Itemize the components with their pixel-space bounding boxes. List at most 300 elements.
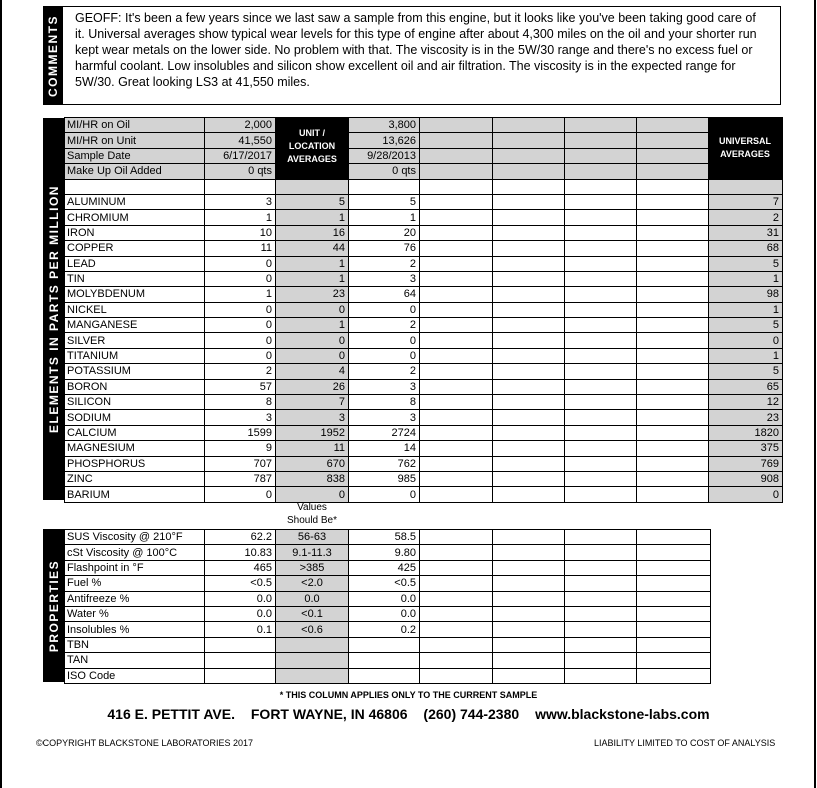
empty-cell	[420, 591, 493, 606]
current-sample-value: 0	[205, 333, 276, 348]
empty-cell	[493, 410, 565, 425]
header-row	[65, 133, 783, 148]
empty-cell	[565, 348, 637, 363]
empty-cell	[420, 241, 493, 256]
unit-average-value: 1	[276, 318, 349, 333]
elements-section-bar	[43, 118, 64, 500]
empty-cell	[65, 179, 205, 194]
prior-sample-value: 0	[349, 333, 420, 348]
unit-averages-line-3: AVERAGES	[287, 154, 337, 164]
prior-sample-value	[349, 653, 420, 668]
unit-average-value: 838	[276, 471, 349, 486]
prior-sample-value: 9/28/2013	[349, 148, 420, 163]
property-row	[65, 545, 711, 560]
universal-average-value: 98	[709, 287, 783, 302]
empty-cell	[565, 333, 637, 348]
property-name: Flashpoint in °F	[65, 560, 205, 575]
property-name: Water %	[65, 606, 205, 621]
empty-cell	[420, 133, 493, 148]
empty-cell	[637, 668, 711, 683]
empty-cell	[637, 302, 709, 317]
universal-average-value: 1820	[709, 425, 783, 440]
empty-cell	[637, 333, 709, 348]
property-row	[65, 668, 711, 683]
empty-cell	[637, 133, 709, 148]
empty-cell	[420, 545, 493, 560]
property-name: Antifreeze %	[65, 591, 205, 606]
property-name: TBN	[65, 637, 205, 652]
element-row	[65, 271, 783, 286]
empty-cell	[565, 118, 637, 133]
city: FORT WAYNE, IN 46806	[250, 706, 408, 722]
prior-sample-value: 3	[349, 410, 420, 425]
unit-average-value: 1	[276, 271, 349, 286]
empty-cell	[565, 622, 637, 637]
properties-section-bar	[43, 529, 64, 682]
empty-cell	[637, 148, 709, 163]
element-name: NICKEL	[65, 302, 205, 317]
prior-sample-value	[349, 668, 420, 683]
should-be-value: >385	[276, 560, 349, 575]
current-sample-value: 6/17/2017	[205, 148, 276, 163]
empty-cell	[420, 622, 493, 637]
prior-sample-value: 0.0	[349, 606, 420, 621]
current-sample-value	[205, 653, 276, 668]
universal-average-value: 23	[709, 410, 783, 425]
empty-cell	[637, 318, 709, 333]
empty-cell	[493, 487, 565, 502]
empty-cell	[637, 410, 709, 425]
comments-box: GEOFF: It's been a few years since we last saw a sample from this engine, but it looks like you've been taking good care of it. Universal averages show typical wear levels for this type of engine after about 4,300 miles on the oil and your shorter run kept wear metals on the lower side. No problem with that. The viscosity is in the 5W/30 range and there's no excess fuel or harmful coolant. Low insolubles and silicon show excellent oil and air filtration. The viscosity is in the expected range for 5W/30. Great looking LS3 at 41,550 miles.	[62, 6, 781, 105]
empty-cell	[709, 179, 783, 194]
property-row	[65, 637, 711, 652]
empty-cell	[493, 225, 565, 240]
current-sample-value	[205, 637, 276, 652]
element-row	[65, 348, 783, 363]
website-link[interactable]: www.blackstone-labs.com	[535, 706, 710, 722]
unit-average-value: 5	[276, 194, 349, 209]
empty-cell	[420, 287, 493, 302]
unit-averages-line-2: LOCATION	[288, 141, 336, 151]
element-row	[65, 410, 783, 425]
element-row	[65, 487, 783, 502]
property-name: Insolubles %	[65, 622, 205, 637]
unit-average-value: 3	[276, 410, 349, 425]
element-row	[65, 302, 783, 317]
element-name: BORON	[65, 379, 205, 394]
empty-cell	[637, 441, 709, 456]
empty-cell	[493, 133, 565, 148]
empty-cell	[637, 194, 709, 209]
empty-cell	[637, 576, 711, 591]
empty-cell	[637, 425, 709, 440]
empty-cell	[493, 622, 565, 637]
universal-average-value: 68	[709, 241, 783, 256]
prior-sample-value: 3	[349, 271, 420, 286]
empty-cell	[420, 637, 493, 652]
empty-cell	[637, 456, 709, 471]
unit-average-value: 4	[276, 364, 349, 379]
empty-cell	[565, 487, 637, 502]
header-row	[65, 148, 783, 163]
should-be-value: 0.0	[276, 591, 349, 606]
element-name: POTASSIUM	[65, 364, 205, 379]
element-row	[65, 425, 783, 440]
current-sample-value: 2	[205, 364, 276, 379]
unit-average-value: 1	[276, 256, 349, 271]
empty-cell	[493, 576, 565, 591]
element-row	[65, 318, 783, 333]
prior-sample-value: 2	[349, 364, 420, 379]
element-name: SODIUM	[65, 410, 205, 425]
empty-cell	[493, 379, 565, 394]
phone: (260) 744-2380	[423, 706, 520, 722]
element-row	[65, 287, 783, 302]
unit-average-value: 0	[276, 487, 349, 502]
property-row	[65, 653, 711, 668]
current-sample-value: 8	[205, 395, 276, 410]
current-sample-value: 3	[205, 194, 276, 209]
element-row	[65, 194, 783, 209]
unit-average-value: 670	[276, 456, 349, 471]
spacer-row	[65, 179, 783, 194]
universal-averages-line-2: AVERAGES	[720, 149, 770, 159]
property-row	[65, 560, 711, 575]
current-sample-value: 10.83	[205, 545, 276, 560]
prior-sample-value: 0	[349, 348, 420, 363]
universal-average-value: 12	[709, 395, 783, 410]
empty-cell	[565, 576, 637, 591]
unit-average-value: 7	[276, 395, 349, 410]
empty-cell	[493, 164, 565, 179]
empty-cell	[420, 164, 493, 179]
empty-cell	[349, 179, 420, 194]
current-sample-value: 0	[205, 256, 276, 271]
element-row	[65, 395, 783, 410]
empty-cell	[420, 225, 493, 240]
empty-cell	[493, 668, 565, 683]
street: 416 E. PETTIT AVE.	[107, 706, 235, 722]
empty-cell	[493, 256, 565, 271]
current-sample-value: 1599	[205, 425, 276, 440]
empty-cell	[493, 545, 565, 560]
empty-cell	[420, 148, 493, 163]
prior-sample-value: 0 qts	[349, 164, 420, 179]
empty-cell	[493, 118, 565, 133]
universal-average-value: 375	[709, 441, 783, 456]
empty-cell	[420, 471, 493, 486]
empty-cell	[565, 148, 637, 163]
element-name: COPPER	[65, 241, 205, 256]
empty-cell	[493, 441, 565, 456]
empty-cell	[493, 302, 565, 317]
empty-cell	[493, 606, 565, 621]
prior-sample-value: 2	[349, 256, 420, 271]
unit-average-value: 16	[276, 225, 349, 240]
element-row	[65, 241, 783, 256]
empty-cell	[493, 194, 565, 209]
current-sample-value: 2,000	[205, 118, 276, 133]
element-name: TITANIUM	[65, 348, 205, 363]
empty-cell	[637, 545, 711, 560]
universal-average-value: 1	[709, 348, 783, 363]
empty-cell	[493, 395, 565, 410]
current-sample-value: 707	[205, 456, 276, 471]
element-row	[65, 225, 783, 240]
prior-sample-value: 0	[349, 302, 420, 317]
current-sample-value: <0.5	[205, 576, 276, 591]
current-sample-value: 62.2	[205, 530, 276, 545]
empty-cell	[420, 560, 493, 575]
prior-sample-value: 58.5	[349, 530, 420, 545]
empty-cell	[637, 210, 709, 225]
property-name: cSt Viscosity @ 100°C	[65, 545, 205, 560]
empty-cell	[420, 530, 493, 545]
empty-cell	[565, 441, 637, 456]
header-label: Make Up Oil Added	[65, 164, 205, 179]
current-sample-value: 787	[205, 471, 276, 486]
universal-average-value: 1	[709, 302, 783, 317]
empty-cell	[637, 348, 709, 363]
empty-cell	[637, 364, 709, 379]
element-row	[65, 379, 783, 394]
empty-cell	[637, 271, 709, 286]
empty-cell	[420, 179, 493, 194]
prior-sample-value: 0.2	[349, 622, 420, 637]
universal-averages-header	[709, 135, 781, 161]
main-results-table	[64, 117, 783, 503]
element-row	[65, 441, 783, 456]
prior-sample-value: 3,800	[349, 118, 420, 133]
empty-cell	[565, 471, 637, 486]
property-name: TAN	[65, 653, 205, 668]
current-sample-value: 1	[205, 210, 276, 225]
empty-cell	[493, 348, 565, 363]
values-should-be-note	[276, 501, 348, 527]
current-sample-value: 9	[205, 441, 276, 456]
empty-cell	[565, 395, 637, 410]
universal-average-value: 65	[709, 379, 783, 394]
empty-cell	[565, 425, 637, 440]
empty-cell	[493, 637, 565, 652]
element-name: ZINC	[65, 471, 205, 486]
empty-cell	[565, 318, 637, 333]
property-row	[65, 591, 711, 606]
empty-cell	[420, 333, 493, 348]
copyright: ©COPYRIGHT BLACKSTONE LABORATORIES 2017	[36, 738, 254, 748]
property-name: SUS Viscosity @ 210°F	[65, 530, 205, 545]
empty-cell	[420, 271, 493, 286]
element-row	[65, 333, 783, 348]
should-be-value: <2.0	[276, 576, 349, 591]
prior-sample-value: 9.80	[349, 545, 420, 560]
empty-cell	[565, 271, 637, 286]
current-sample-value: 465	[205, 560, 276, 575]
current-sample-value	[205, 668, 276, 683]
empty-cell	[420, 410, 493, 425]
empty-cell	[565, 456, 637, 471]
empty-cell	[493, 333, 565, 348]
current-sample-value: 0	[205, 302, 276, 317]
universal-average-value: 769	[709, 456, 783, 471]
empty-cell	[493, 456, 565, 471]
unit-average-value: 0	[276, 348, 349, 363]
universal-average-value: 7	[709, 194, 783, 209]
prior-sample-value: 0.0	[349, 591, 420, 606]
should-be-value: 56-63	[276, 530, 349, 545]
prior-sample-value: 985	[349, 471, 420, 486]
empty-cell	[565, 606, 637, 621]
elements-section-label: ELEMENTS IN PARTS PER MILLION	[46, 185, 61, 433]
empty-cell	[420, 668, 493, 683]
element-name: SILVER	[65, 333, 205, 348]
empty-cell	[565, 194, 637, 209]
empty-cell	[420, 425, 493, 440]
universal-average-value: 31	[709, 225, 783, 240]
empty-cell	[420, 395, 493, 410]
empty-cell	[493, 591, 565, 606]
current-sample-value: 0	[205, 487, 276, 502]
empty-cell	[205, 179, 276, 194]
prior-sample-value: 13,626	[349, 133, 420, 148]
current-sample-value: 0.1	[205, 622, 276, 637]
current-sample-value: 0 qts	[205, 164, 276, 179]
element-row	[65, 456, 783, 471]
empty-cell	[637, 606, 711, 621]
property-row	[65, 576, 711, 591]
empty-cell	[565, 591, 637, 606]
element-name: MAGNESIUM	[65, 441, 205, 456]
prior-sample-value: 5	[349, 194, 420, 209]
prior-sample-value: 8	[349, 395, 420, 410]
values-note: Values	[297, 502, 327, 513]
unit-average-value: 0	[276, 302, 349, 317]
element-row	[65, 256, 783, 271]
current-sample-value: 0	[205, 318, 276, 333]
empty-cell	[493, 179, 565, 194]
empty-cell	[493, 318, 565, 333]
current-sample-value: 0	[205, 348, 276, 363]
empty-cell	[565, 302, 637, 317]
current-sample-value: 10	[205, 225, 276, 240]
universal-average-value: 5	[709, 256, 783, 271]
should-be-value: 9.1-11.3	[276, 545, 349, 560]
should-be-value: <0.1	[276, 606, 349, 621]
prior-sample-value: <0.5	[349, 576, 420, 591]
empty-cell	[565, 410, 637, 425]
footnote: * THIS COLUMN APPLIES ONLY TO THE CURRENT SAMPLE	[279, 690, 538, 700]
unit-average-value: 0	[276, 333, 349, 348]
header-row	[65, 118, 783, 133]
current-sample-value: 0	[205, 271, 276, 286]
empty-cell	[565, 225, 637, 240]
empty-cell	[637, 225, 709, 240]
property-row	[65, 622, 711, 637]
lab-address	[0, 706, 817, 722]
prior-sample-value	[349, 637, 420, 652]
element-name: CHROMIUM	[65, 210, 205, 225]
current-sample-value: 1	[205, 287, 276, 302]
element-name: MANGANESE	[65, 318, 205, 333]
empty-cell	[493, 241, 565, 256]
empty-cell	[565, 133, 637, 148]
element-name: MOLYBDENUM	[65, 287, 205, 302]
prior-sample-value: 76	[349, 241, 420, 256]
empty-cell	[493, 560, 565, 575]
unit-average-value: 1	[276, 210, 349, 225]
empty-cell	[420, 318, 493, 333]
element-row	[65, 364, 783, 379]
universal-average-value: 5	[709, 364, 783, 379]
empty-cell	[637, 256, 709, 271]
unit-average-value: 11	[276, 441, 349, 456]
empty-cell	[637, 179, 709, 194]
current-sample-value: 3	[205, 410, 276, 425]
empty-cell	[420, 194, 493, 209]
unit-averages-header	[276, 127, 348, 166]
empty-cell	[420, 576, 493, 591]
unit-averages-line-1: UNIT /	[299, 128, 325, 138]
empty-cell	[493, 471, 565, 486]
property-row	[65, 530, 711, 545]
empty-cell	[420, 487, 493, 502]
element-name: PHOSPHORUS	[65, 456, 205, 471]
empty-cell	[493, 271, 565, 286]
liability-note: LIABILITY LIMITED TO COST OF ANALYSIS	[594, 738, 776, 748]
universal-averages-line-1: UNIVERSAL	[718, 136, 771, 146]
prior-sample-value: 3	[349, 379, 420, 394]
empty-cell	[565, 256, 637, 271]
empty-cell	[565, 530, 637, 545]
empty-cell	[637, 560, 711, 575]
unit-average-value: 44	[276, 241, 349, 256]
universal-average-value: 5	[709, 318, 783, 333]
current-sample-value: 0.0	[205, 591, 276, 606]
empty-cell	[637, 395, 709, 410]
current-sample-value: 0.0	[205, 606, 276, 621]
header-label: MI/HR on Oil	[65, 118, 205, 133]
universal-averages-header-cell	[709, 164, 783, 179]
element-name: IRON	[65, 225, 205, 240]
unit-average-value: 26	[276, 379, 349, 394]
empty-cell	[420, 364, 493, 379]
empty-cell	[637, 530, 711, 545]
universal-average-value: 2	[709, 210, 783, 225]
empty-cell	[565, 210, 637, 225]
empty-cell	[565, 179, 637, 194]
property-name: Fuel %	[65, 576, 205, 591]
empty-cell	[493, 653, 565, 668]
empty-cell	[493, 148, 565, 163]
universal-average-value: 0	[709, 333, 783, 348]
empty-cell	[637, 118, 709, 133]
empty-cell	[493, 364, 565, 379]
element-row	[65, 210, 783, 225]
should-be-value	[276, 653, 349, 668]
empty-cell	[420, 441, 493, 456]
empty-cell	[565, 637, 637, 652]
empty-cell	[637, 287, 709, 302]
prior-sample-value: 14	[349, 441, 420, 456]
empty-cell	[637, 487, 709, 502]
should-be-value	[276, 668, 349, 683]
header-row	[65, 164, 783, 179]
empty-cell	[276, 179, 349, 194]
empty-cell	[565, 287, 637, 302]
current-sample-value: 57	[205, 379, 276, 394]
empty-cell	[420, 456, 493, 471]
empty-cell	[565, 560, 637, 575]
